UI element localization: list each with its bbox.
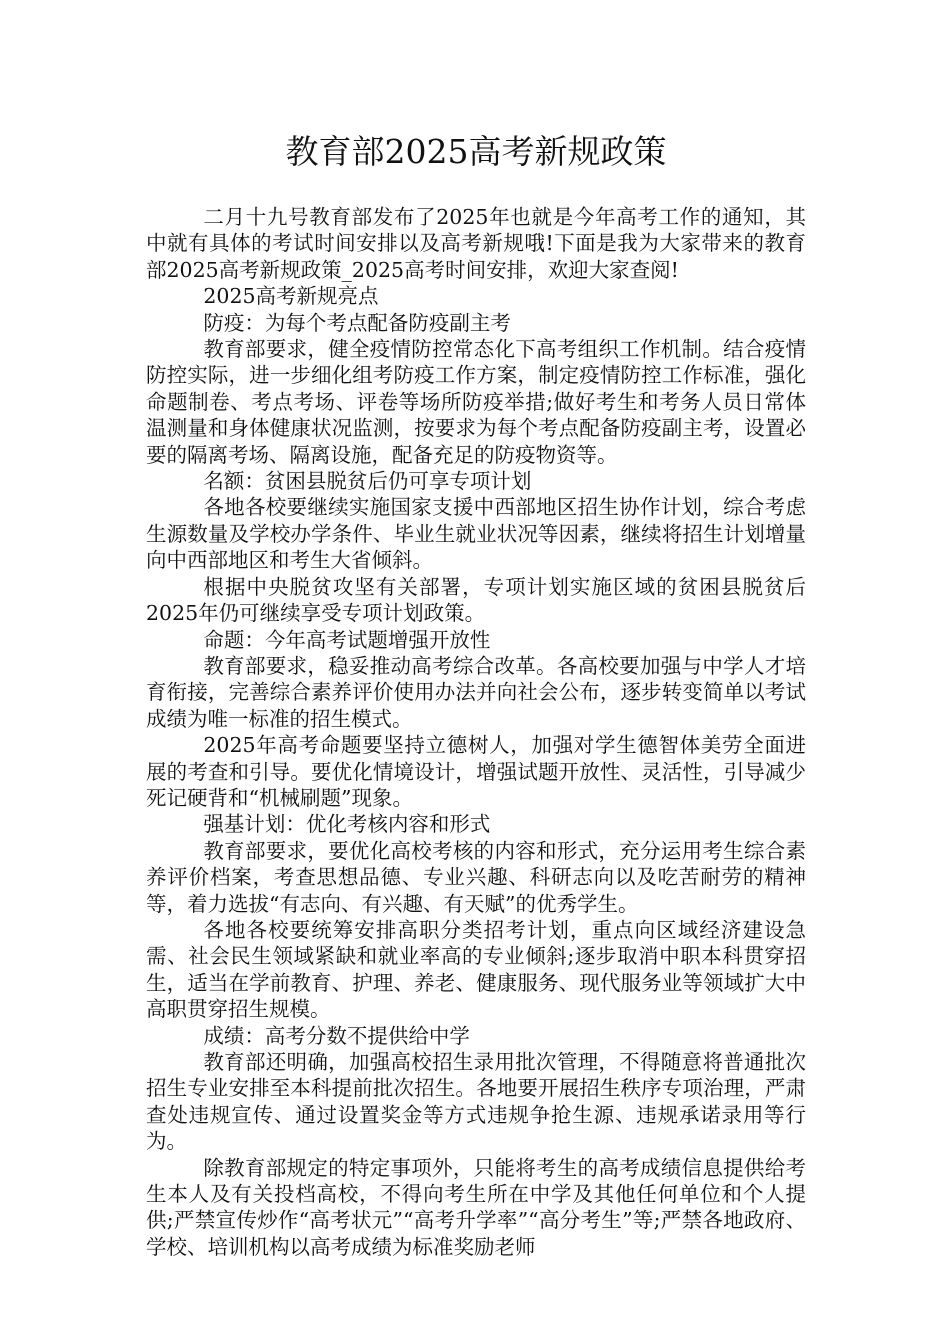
paragraph-scores-2: 除教育部规定的特定事项外，只能将考生的高考成绩信息提供给考生本人及有关投档高校，不得向考生所在中学及其他任何单位和个人提供;严禁宣传炒作“高考状元”“高考升学率”“高分考生”等;严禁各地政府、学校、培训机构以高考成绩为标准奖励老师 — [146, 1155, 806, 1259]
paragraph-questions-1: 教育部要求，稳妥推动高考综合改革。各高校要加强与中学人才培育衔接，完善综合素养评价使用办法并向社会公布，逐步转变简单以考试成绩为唯一标准的招生模式。 — [146, 653, 806, 731]
document-body — [146, 204, 806, 1260]
paragraph-questions-2: 2025年高考命题要坚持立德树人，加强对学生德智体美劳全面进展的考查和引导。要优化情境设计，增强试题开放性、灵活性，引导减少死记硬背和“机械刷题”现象。 — [146, 733, 806, 810]
paragraph-quota-2: 根据中央脱贫攻坚有关部署，专项计划实施区域的贫困县脱贫后2025年仍可继续享受专项计划政策。 — [146, 574, 806, 626]
heading-strong-base: 强基计划：优化考核内容和形式 — [203, 812, 491, 837]
paragraph-quota-1: 各地各校要继续实施国家支援中西部地区招生协作计划，综合考虑生源数量及学校办学条件、毕业生就业状况等因素，继续将招生计划增量向中西部地区和考生大省倾斜。 — [146, 495, 806, 573]
paragraph-strong-base-1: 教育部要求，要优化高校考核的内容和形式，充分运用考生综合素养评价档案，考查思想品德、专业兴趣、科研志向以及吃苦耐劳的精神等，着力选拔“有志向、有兴趣、有天赋”的优秀学生。 — [146, 838, 806, 916]
paragraph-strong-base-2: 各地各校要统筹安排高职分类招考计划，重点向区域经济建设急需、社会民生领域紧缺和就业率高的专业倾斜;逐步取消中职本科贯穿招生，适当在学前教育、护理、养老、健康服务、现代服务业等领域扩大中高职贯穿招生规模。 — [146, 917, 806, 1022]
paragraph-intro: 二月十九号教育部发布了2025年也就是今年高考工作的通知，其中就有具体的考试时间安排以及高考新规哦!下面是我为大家带来的教育部2025高考新规政策_2025高考时间安排，欢迎大家查阅! — [146, 205, 806, 282]
paragraph-epidemic: 教育部要求，健全疫情防控常态化下高考组织工作机制。结合疫情防控实际，进一步细化组考防疫工作方案，制定疫情防控工作标准，强化命题制卷、考点考场、评卷等场所防疫举措;做好考生和考务人员日常体温测量和身体健康状况监测，按要求为每个考点配备防疫副主考，设置必要的隔离考场、隔离设施，配备充足的防疫物资等。 — [146, 337, 806, 467]
document-title: 教育部2025高考新规政策 — [285, 132, 667, 171]
heading-highlights: 2025高考新规亮点 — [203, 284, 379, 309]
heading-scores: 成绩：高考分数不提供给中学 — [203, 1023, 470, 1048]
heading-questions: 命题：今年高考试题增强开放性 — [203, 627, 491, 652]
paragraph-scores-1: 教育部还明确，加强高校招生录用批次管理，不得随意将普通批次招生专业安排至本科提前批次招生。各地要开展招生秩序专项治理，严肃查处违规宣传、通过设置奖金等方式违规争抢生源、违规承诺录用等行为。 — [146, 1050, 806, 1154]
document-page — [146, 128, 806, 1260]
heading-epidemic: 防疫：为每个考点配备防疫副主考 — [203, 310, 511, 335]
heading-quota: 名额：贫困县脱贫后仍可享专项计划 — [203, 469, 532, 494]
